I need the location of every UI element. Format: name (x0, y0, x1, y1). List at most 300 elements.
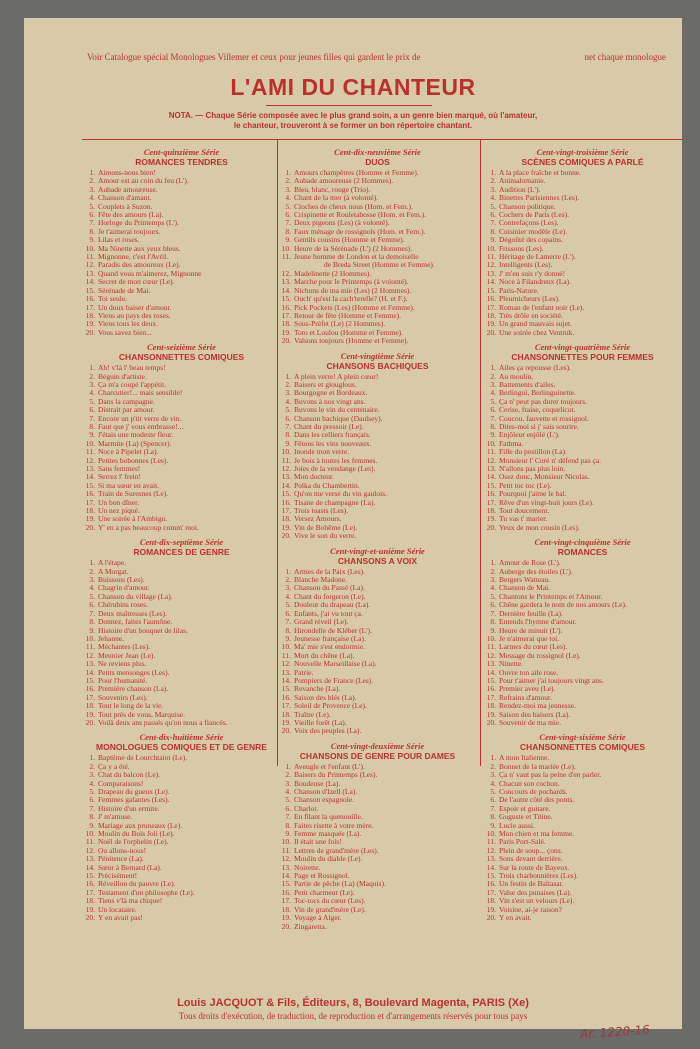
song-number: 1. (89, 753, 95, 763)
song-number: 20. (281, 921, 291, 931)
song-title: Moulin du diable (Le). (294, 854, 363, 864)
song-title: Comparaisons! (98, 778, 144, 788)
song-title: Bourgogne et Bordeaux. (294, 388, 368, 398)
song-list (84, 364, 279, 532)
song-title: Je bois à toutes les femmes. (294, 455, 378, 465)
song-title: Pick Pockets (Les) (Homme et Femme). (294, 302, 415, 312)
series-section (485, 147, 680, 337)
song-number: 2. (285, 770, 291, 780)
song-title: En filant la quenouille. (294, 812, 363, 822)
song-number: 4. (89, 388, 95, 398)
song-item (280, 337, 475, 345)
nota-line-2: le chanteur, trouveront à se former un bon répertoire chantant. (233, 121, 473, 130)
song-title: Ma Ninette aux yeux bleus. (98, 243, 181, 253)
song-title: Pénitence (La). (98, 854, 144, 864)
song-title: Je t'aimerai toujours. (98, 226, 161, 236)
song-title: Cerise, fraise, coquelicot. (499, 405, 576, 415)
song-number: 1. (490, 558, 496, 568)
song-title: Petit toc toc (Le). (499, 480, 552, 490)
song-title: Frissons (Les). (499, 243, 544, 253)
song-title: Entends l'hymne d'amour. (499, 617, 577, 627)
series-section (84, 147, 279, 337)
song-title: Larmes du cœur (Les). (499, 642, 568, 652)
song-number: 20. (486, 913, 496, 923)
song-number: 20. (281, 726, 291, 736)
song-number: 20. (486, 717, 496, 727)
song-number: 19. (486, 709, 496, 719)
song-title: Enfants, j'ai vu tout ça. (294, 608, 363, 618)
song-number: 19. (486, 514, 496, 524)
song-number: 12. (281, 854, 291, 864)
song-title: Douleur du drapeau (La). (294, 600, 371, 610)
song-number: 18. (281, 904, 291, 914)
song-number: 7. (89, 803, 95, 813)
song-title: Tout le long de la vie. (98, 701, 164, 711)
song-number: 6. (89, 405, 95, 415)
song-number: 8. (285, 820, 291, 830)
song-number: 4. (285, 396, 291, 406)
series-number: Cent-dix-septième Série (139, 537, 224, 548)
song-title: Aubade amoureuse. (98, 184, 158, 194)
song-number: 10. (486, 633, 496, 643)
song-number: 13. (281, 667, 291, 677)
song-title: Battements d'ailes. (499, 379, 556, 389)
song-title: J' m'amuse. (98, 812, 133, 822)
song-title: Noce à Filandreux (La). (499, 277, 572, 287)
series-section (84, 537, 279, 727)
series-title: ROMANCES (557, 547, 608, 558)
song-number: 20. (85, 717, 95, 727)
song-number: 5. (89, 396, 95, 406)
song-title: J'étais une modeste fleur. (98, 430, 174, 440)
song-title: Un grand mauvais sujet. (499, 319, 572, 329)
song-number: 6. (490, 210, 496, 220)
song-title: Lucie aussi. (499, 820, 535, 830)
song-title: Sous-Préfet (Le) (2 Hommes). (294, 319, 386, 329)
song-title: Retour de fête (Homme et Femme). (294, 310, 402, 320)
song-number: 17. (281, 701, 291, 711)
song-number: 19. (85, 709, 95, 719)
song-title: Souvenir de ma mie. (499, 717, 562, 727)
song-number: 11. (281, 650, 291, 660)
song-title: Chanson d'amant. (98, 193, 152, 203)
series-section (84, 732, 279, 922)
series-title: CHANSONNETTES COMIQUES (519, 742, 646, 753)
song-item (84, 524, 279, 532)
song-title: Très drôle en société. (499, 310, 563, 320)
song-number: 18. (281, 319, 291, 329)
song-title: Viens tous les deux. (98, 319, 158, 329)
song-title: Voyage à Alger. (294, 913, 342, 923)
song-title: Audition (L'). (499, 184, 541, 194)
song-number: 17. (85, 302, 95, 312)
song-title: Méchantes (Les). (98, 642, 151, 652)
song-title: Chêne gardera le nom de nos amours (Le). (499, 600, 627, 610)
song-title: Ouvre ton aile rose. (499, 667, 559, 677)
song-title: Osez donc, Monsieur Nicolas. (499, 472, 590, 482)
song-number: 7. (490, 218, 496, 228)
song-number: 9. (89, 625, 95, 635)
song-number: 9. (285, 438, 291, 448)
song-title: Sérénade de Mai. (98, 285, 151, 295)
song-title: Sons devant derrière. (499, 854, 563, 864)
song-item (84, 719, 279, 727)
song-number: 13. (486, 854, 496, 864)
song-number: 3. (89, 770, 95, 780)
song-number: 2. (89, 176, 95, 186)
song-title: Drapeau du gueux (Le). (98, 787, 170, 796)
song-number: 16. (85, 489, 95, 499)
song-title: Chérubins roses. (98, 600, 148, 610)
song-number: 6. (89, 795, 95, 805)
song-number: 3. (285, 778, 291, 788)
song-number: 2. (285, 176, 291, 186)
song-number: 4. (490, 778, 496, 788)
song-title: Paradis des amoureux (Le). (98, 260, 181, 270)
song-title: Chanson politique. (499, 201, 556, 211)
song-number: 8. (490, 421, 496, 431)
song-title: Dégoûté des copains. (499, 235, 563, 245)
song-list (84, 559, 279, 727)
series-number: Cent-vingt-troisième Série (536, 147, 629, 157)
song-title: Message du rossignol (Le). (499, 650, 581, 660)
song-title: Au moulin. (499, 371, 534, 381)
song-title: Madelinette (2 Hommes). (294, 268, 372, 278)
series-section (280, 741, 475, 931)
song-title: Tiens v'là ma chique! (98, 896, 163, 906)
song-title: Chantons le Printemps et l'Amour. (499, 591, 603, 601)
song-list (485, 364, 680, 532)
song-number: 7. (285, 218, 291, 228)
song-number: 9. (285, 633, 291, 643)
song-number: 1. (490, 363, 496, 373)
song-number: 7. (89, 413, 95, 423)
song-title: Chant de la mer (à volonté). (294, 193, 379, 203)
song-number: 15. (486, 871, 496, 881)
song-title: Chagrin d'amour. (98, 583, 150, 593)
song-number: 10. (281, 447, 291, 457)
song-number: 18. (85, 506, 95, 516)
song-number: 12. (85, 260, 95, 270)
song-number: 2. (490, 176, 496, 186)
song-title: Enjôleur enjôlé (L'). (499, 430, 560, 440)
series-title: CHANSONS DE GENRE POUR DAMES (299, 750, 456, 761)
song-number: 14. (486, 277, 496, 287)
song-number: 15. (486, 480, 496, 490)
song-title: Pourquoi j'aime le bal. (499, 489, 567, 499)
song-title: Dans la campagne. (98, 396, 155, 406)
song-number: 6. (89, 600, 95, 610)
song-title: Bleu, blanc, rouge (Trio). (294, 184, 371, 194)
song-title: Mon docteur. (294, 472, 334, 482)
column-3 (485, 142, 680, 923)
song-number: 10. (85, 633, 95, 643)
song-title: Amour de Rose (L'). (499, 558, 561, 568)
song-number: 6. (89, 210, 95, 220)
song-number: 11. (486, 252, 496, 262)
song-title: Horloge du Printemps (L'). (98, 218, 179, 228)
song-title: Toto et Loulou (Homme et Femme). (294, 327, 404, 337)
song-number: 14. (486, 667, 496, 677)
song-title: Trois charbonnières (Les). (499, 871, 579, 881)
song-title: Première chanson (La). (98, 684, 169, 694)
song-title: Animalomanie. (499, 176, 546, 186)
song-title: Encore un p'tit verre de vin. (98, 413, 182, 423)
song-number: 10. (85, 438, 95, 448)
song-title: Faut que j' vous embrasse!... (98, 421, 184, 431)
song-title: Bergers Watteau. (499, 575, 551, 585)
song-number: 4. (89, 778, 95, 788)
series-section (485, 342, 680, 532)
song-number: 5. (285, 600, 291, 610)
song-title: Fête des amours (La). (98, 210, 164, 220)
song-title: Deux pigeons (Les) (à volonté). (294, 218, 390, 228)
song-number: 9. (490, 820, 496, 830)
column-divider (480, 140, 481, 766)
song-title: Tisane de champagne (La). (294, 497, 376, 507)
song-item (84, 914, 279, 922)
song-title: Mariage aux pruneaux (Le). (98, 820, 183, 830)
song-number: 9. (285, 829, 291, 839)
song-number: 5. (89, 787, 95, 796)
song-number: 2. (490, 761, 496, 771)
song-title: Patrie. (294, 667, 314, 677)
song-number: 14. (85, 862, 95, 872)
song-number: 7. (89, 608, 95, 618)
song-title: Monsieur l' Curé n' défend pas ça. (499, 455, 602, 465)
song-number: 15. (486, 285, 496, 295)
song-number: 10. (281, 243, 291, 253)
song-title: Auberge des étoiles (L'). (499, 566, 573, 576)
song-number: 5. (490, 591, 496, 601)
series-section (485, 537, 680, 727)
song-title: A Morgat. (98, 566, 129, 576)
song-title: Rendez-moi ma jeunesse. (499, 701, 576, 711)
song-title: Chanson du village (La). (98, 591, 173, 601)
song-title: Distrait par amour. (98, 405, 155, 415)
song-title: Ou allons-nous! (98, 845, 147, 855)
song-list (485, 754, 680, 922)
song-number: 2. (285, 575, 291, 585)
song-title: Vin s'est un velours (Le). (499, 896, 575, 906)
series-title: CHANSONS A VOIX (337, 555, 418, 566)
song-number: 3. (490, 575, 496, 585)
song-title: Baptême de Lourchtaiot (Le). (98, 753, 188, 763)
song-title: Pour l'humanité. (98, 675, 148, 685)
song-title: Cloches de cheux nous (Hom. et Fem.). (294, 201, 413, 211)
song-title: Sur la route de Bayeux. (499, 862, 570, 872)
song-title: Chant du pressoir (Le). (294, 421, 364, 431)
song-number: 8. (490, 812, 496, 822)
song-number: 7. (89, 218, 95, 228)
song-title: Lettres de grand'mère (Les). (294, 845, 379, 855)
song-title: Fille du postillon (La). (499, 447, 567, 457)
song-number: 18. (85, 701, 95, 711)
song-item (280, 923, 475, 931)
song-number: 9. (89, 820, 95, 830)
song-number: 18. (85, 310, 95, 320)
song-title: Tu vas t' marier. (499, 514, 548, 524)
song-title: Aveugle et l'enfant (L'). (294, 761, 365, 771)
song-number: 2. (490, 371, 496, 381)
song-number: 2. (285, 379, 291, 389)
song-number: 17. (281, 310, 291, 320)
song-number: 13. (85, 464, 95, 473)
song-number: 7. (285, 617, 291, 627)
song-number: 8. (89, 617, 95, 627)
song-number: 8. (89, 421, 95, 431)
song-number: 19. (486, 904, 496, 914)
song-title: Charcutier!... mais sensible! (98, 388, 183, 398)
song-title: Chacun son cochon. (499, 778, 560, 788)
song-number: 13. (281, 277, 291, 287)
song-title: Jeune homme de London et la demoiselle (294, 252, 419, 262)
song-number: 1. (490, 753, 496, 763)
song-number: 10. (85, 829, 95, 839)
song-number: 15. (281, 489, 291, 499)
song-title: Sœur à Bernard (La). (98, 862, 162, 872)
song-title: Secret de mon cœur (Le). (98, 277, 175, 287)
song-title: Joies de la vendange (Les). (294, 464, 376, 473)
song-number: 3. (490, 379, 496, 389)
song-number: 7. (490, 803, 496, 813)
song-title: Un doux baiser d'amour. (98, 302, 172, 312)
song-title: Moulin du Bois Joli (Le). (98, 829, 175, 839)
song-number: 13. (486, 268, 496, 278)
song-number: 18. (486, 896, 496, 906)
song-number: 11. (85, 642, 95, 652)
song-title: Toc-tocs du cœur (Les). (294, 896, 366, 906)
song-title: Refrains d'amour. (499, 692, 553, 702)
song-title: Nouvelle Marseillaise (La). (294, 659, 377, 669)
song-number: 13. (85, 268, 95, 278)
song-title: Jehanne. (98, 633, 125, 643)
song-title: Voisine, ai-je raison? (499, 904, 562, 914)
song-title: Donnez, faites l'aumône. (98, 617, 173, 627)
catalogue-sheet (24, 18, 682, 1042)
song-title: Marche pour le Printemps (à volonté). (294, 277, 409, 287)
song-title: Buvons à nos vingt ans. (294, 396, 366, 406)
song-number: 15. (486, 675, 496, 685)
song-title: Saison des blés (La). (294, 692, 357, 702)
song-list (485, 559, 680, 727)
song-number: 4. (89, 193, 95, 203)
song-number: 18. (486, 506, 496, 516)
song-number: 1. (285, 168, 291, 177)
song-title: Une soirée à l'Ambigu. (98, 514, 168, 524)
song-title: Blanche Madone. (294, 575, 347, 585)
song-title: Faux ménage de rossignols (Hom. et Fem.). (294, 226, 426, 236)
song-title: Femmes galantes (Les). (98, 795, 170, 805)
song-number: 15. (85, 871, 95, 881)
song-number: 3. (89, 575, 95, 585)
song-number: 15. (85, 480, 95, 490)
song-title: Buissons (Les). (98, 575, 145, 585)
song-title: Versez Amours. (294, 514, 342, 524)
song-title: Tout doucement. (499, 506, 550, 516)
song-number: 8. (89, 226, 95, 236)
song-title: Chanson d'Izell (La). (294, 787, 358, 796)
song-title: Ça m'a coupé l'appétit. (98, 379, 167, 389)
song-title: Ça n' peut pas durer toujours. (499, 396, 588, 406)
song-title: Histoire d'un ermite. (98, 803, 160, 813)
song-number: 5. (89, 201, 95, 211)
song-number: 20. (281, 531, 291, 541)
song-title: Gentils cousins (Homme et Femme). (294, 235, 405, 245)
song-title: Il était une fois! (294, 837, 342, 847)
song-number: 6. (490, 405, 496, 415)
song-number: 8. (285, 226, 291, 236)
song-title: Traître (Le). (294, 709, 331, 719)
song-number: 17. (281, 506, 291, 516)
song-number: 6. (490, 795, 496, 805)
song-number: 3. (285, 388, 291, 398)
song-title: Vin de grand'mère (Le). (294, 904, 366, 914)
song-list (280, 763, 475, 931)
song-title: Si ma sœur en avait. (98, 480, 160, 490)
song-number: 1. (285, 566, 291, 576)
song-number: 5. (285, 201, 291, 211)
song-number: 15. (281, 684, 291, 694)
song-title: Un festin de Baltasar. (499, 879, 564, 889)
song-number: 17. (85, 887, 95, 897)
song-number: 14. (281, 480, 291, 490)
song-number: 14. (281, 285, 291, 295)
song-number: 5. (490, 201, 496, 211)
song-title: Un nez piqué. (98, 506, 140, 516)
song-number: 7. (490, 413, 496, 423)
song-number: 1. (89, 558, 95, 568)
song-title: Amours champêtres (Homme et Femme). (294, 168, 419, 177)
song-title: Partie de pêche (La) (Maquis). (294, 879, 386, 889)
song-number: 7. (285, 421, 291, 431)
title-underline (266, 105, 432, 106)
song-number: 4. (285, 591, 291, 601)
song-title: Bonnet de la mariée (Le). (499, 761, 576, 771)
song-number: 11. (486, 837, 496, 847)
song-title: Petites bobonnes (Les). (98, 455, 169, 465)
song-number: 1. (89, 168, 95, 177)
column-1 (84, 142, 279, 923)
series-number: Cent-vingt-et-unième Série (330, 545, 425, 556)
song-title: Fêtons les vins nouveaux. (294, 438, 372, 448)
song-number: 12. (85, 650, 95, 660)
song-number: 19. (281, 913, 291, 923)
song-number: 11. (85, 837, 95, 847)
song-number: 3. (89, 184, 95, 194)
song-number: 3. (89, 379, 95, 389)
archive-stamp: Ar. 1220-16 (579, 1022, 651, 1042)
song-title: Testament d'un philosophe (Le). (98, 887, 195, 897)
song-number: 5. (285, 405, 291, 415)
catalogue-note-left: Voir Catalogue spécial Monologues Villemer et ceux pour jeunes filles qui gardent le prix de (87, 52, 421, 62)
song-number: 9. (490, 430, 496, 440)
song-title: Pleurnicheurs (Les). (499, 294, 560, 304)
song-number: 13. (281, 472, 291, 482)
song-number: 14. (85, 472, 95, 482)
song-number: 17. (281, 896, 291, 906)
song-title: Saison des baisers (La). (499, 709, 571, 719)
song-title: Une soirée chez Ventruk. (499, 327, 575, 337)
song-number: 19. (281, 327, 291, 337)
song-title: A mon Italienne. (499, 753, 550, 763)
song-number: 14. (486, 472, 496, 482)
song-number: 12. (281, 464, 291, 473)
series-number: Cent-vingt-quatrième Série (534, 342, 631, 353)
nota-block (24, 111, 682, 131)
song-number: 2. (89, 371, 95, 381)
song-title: Dans les celliers français. (294, 430, 371, 440)
